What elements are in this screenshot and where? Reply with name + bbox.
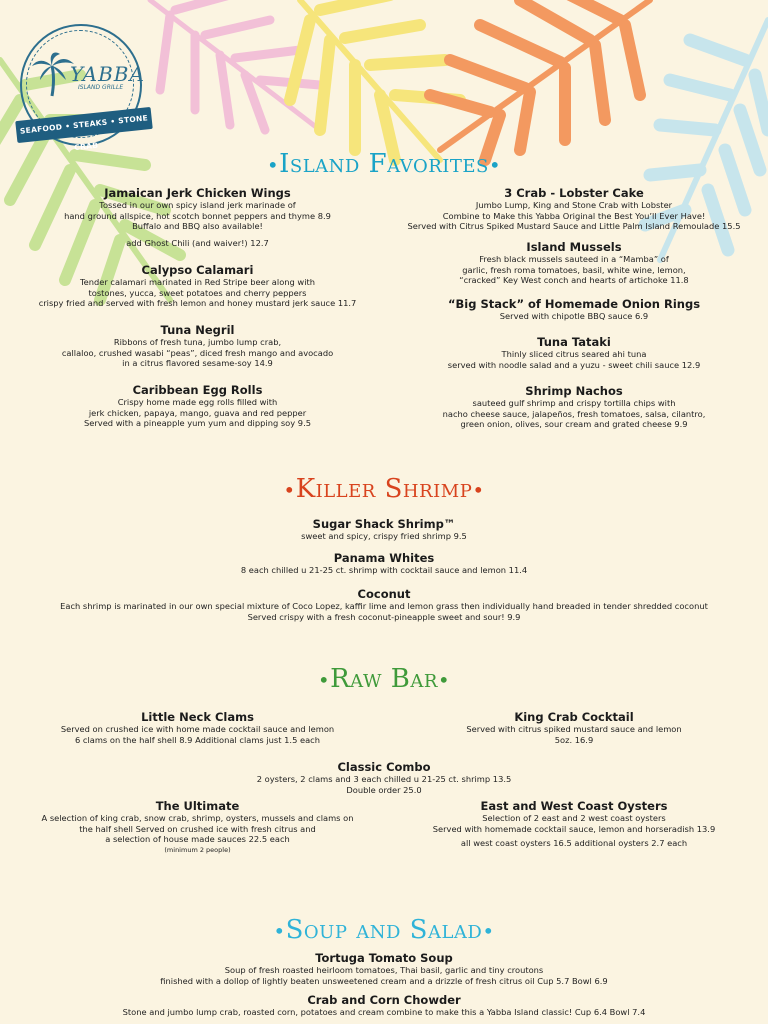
menu-item [0,993,768,1018]
title-dot: • [273,919,286,943]
section-title-raw-bar [0,664,768,694]
menu-item-desc: Buffalo and BBQ also available! [132,221,263,231]
logo-banner: SEAFOOD • STEAKS • STONE CRAB [15,107,153,143]
menu-item [385,297,763,322]
menu-item-desc: Served with Citrus Spiked Mustard Sauce and Little Palm Island Remoulade 15.5 [407,221,741,231]
menu-item-desc: tostones, yucca, sweet potatoes and cherry peppers [88,287,307,298]
menu-item-desc: served with noodle salad and a yuzu - sweet chili sauce 12.9 [447,359,701,370]
menu-item-desc: sauteed gulf shrimp and crispy tortilla chips with [472,398,676,408]
section-title-island-favorites [0,149,768,179]
menu-item [0,951,768,986]
menu-item-desc: A selection of king crab, snow crab, shrimp, oysters, mussels and clams on [41,813,354,823]
menu-item-desc: Fresh black mussels sauteed in a “Mamba” of [479,254,669,264]
menu-item-desc: “cracked” Key West conch and hearts of artichoke 11.8 [459,275,689,285]
menu-item-desc: Combine to Make this Yabba Original the Best You’ll Ever Have! [442,210,706,221]
menu-item [385,384,763,430]
menu-item-name: Tuna Tataki [537,335,611,349]
title-dot: • [283,478,296,502]
menu-item-desc: Soup of fresh roasted heirloom tomatoes, Thai basil, garlic and tiny croutons [224,965,544,975]
menu-item [385,335,763,370]
menu-item-extra: add Ghost Chili (and waiver!) 12.7 [126,237,269,248]
section-title-soup-and-salad [0,915,768,945]
menu-item [0,760,768,795]
logo-brand-name: YABBA [70,62,145,86]
section-title-text: Soup and Salad [285,915,483,945]
menu-item-desc: Selection of 2 east and 2 west coast oysters [482,813,666,823]
menu-item-name: Jamaican Jerk Chicken Wings [104,186,291,200]
title-dot: • [437,668,451,692]
menu-item-name: Island Mussels [526,240,622,254]
menu-item-desc: Served on crushed ice with home made cocktail sauce and lemon [60,724,335,734]
menu-item [0,551,768,576]
title-dot: • [488,153,502,177]
menu-item [10,710,385,745]
menu-item [10,799,385,855]
menu-item [10,383,385,429]
menu-item-name: The Ultimate [155,799,240,813]
menu-item [385,186,763,232]
menu-item-name: 3 Crab - Lobster Cake [504,186,644,200]
menu-item-desc: 6 clams on the half shell 8.9 Additional clams just 1.5 each [74,734,320,745]
section-title-text: Raw Bar [330,664,438,694]
menu-item-desc: the half shell Served on crushed ice with fresh citrus and [79,823,316,834]
menu-item-name: Little Neck Clams [141,710,254,724]
menu-item-desc: Crispy home made egg rolls filled with [117,397,278,407]
menu-item-desc: crispy fried and served with fresh lemon and honey mustard jerk sauce 11.7 [38,298,357,308]
menu-item-desc: garlic, fresh roma tomatoes, basil, white wine, lemon, [462,264,686,275]
menu-item-desc: sweet and spicy, crispy fried shrimp 9.5 [301,531,467,541]
menu-item-name: Sugar Shack Shrimp™ [312,517,456,531]
menu-item-name: Tortuga Tomato Soup [315,951,453,965]
section-title-killer-shrimp [0,474,768,504]
menu-item-name: Calypso Calamari [141,263,254,277]
menu-item-name: East and West Coast Oysters [480,799,668,813]
menu-item-desc: callaloo, crushed wasabi “peas”, diced fresh mango and avocado [61,347,334,358]
menu-item [10,263,385,309]
menu-item [385,710,763,745]
menu-item-name: Classic Combo [337,760,431,774]
menu-item-name: “Big Stack” of Homemade Onion Rings [447,297,701,311]
menu-item-desc: Double order 25.0 [346,784,422,795]
menu-item-name: Tuna Negril [160,323,235,337]
menu-item-desc: Served crispy with a fresh coconut-pineapple sweet and sour! 9.9 [247,611,521,622]
menu-item-desc: jerk chicken, papaya, mango, guava and red pepper [88,407,307,418]
menu-item-name: Coconut [357,587,411,601]
title-dot: • [266,153,280,177]
menu-item-desc: Served with homemade cocktail sauce, lemon and horseradish 13.9 [432,823,716,834]
menu-item [385,240,763,286]
menu-item-desc: Jumbo Lump, King and Stone Crab with Lobster [475,200,673,210]
menu-item-note: (minimum 2 people) [164,845,231,854]
menu-item-name: King Crab Cocktail [514,710,634,724]
menu-item-name: Caribbean Egg Rolls [132,383,263,397]
menu-item-desc: a selection of house made sauces 22.5 each [105,834,290,844]
menu-item [0,587,768,622]
menu-item-desc: Stone and jumbo lump crab, roasted corn, potatoes and cream combine to make this a Yabba Island classic! Cup 6.4 Bowl 7.4 [122,1007,646,1017]
menu-item [10,323,385,369]
menu-item [10,186,385,248]
menu-item-desc: finished with a dollop of lightly beaten unsweetened cream and a drizzle of fresh citrus oil Cup 5.7 Bowl 6.9 [160,975,608,986]
menu-item-desc: Served with citrus spiked mustard sauce and lemon [466,724,682,734]
title-dot: • [317,668,331,692]
title-dot: • [482,919,495,943]
menu-item-desc: green onion, olives, sour cream and grated cheese 9.9 [460,419,688,429]
menu-item-desc: Ribbons of fresh tuna, jumbo lump crab, [113,337,282,347]
section-title-text: Island Favorites [279,149,489,179]
title-dot: • [472,478,485,502]
palm-tree-icon [32,52,74,98]
menu-item [385,799,763,849]
menu-item-desc: Served with a pineapple yum yum and dipping soy 9.5 [84,418,311,428]
menu-item-desc: nacho cheese sauce, jalapeños, fresh tomatoes, salsa, cilantro, [442,408,706,419]
menu-item-name: Shrimp Nachos [525,384,623,398]
logo-subtitle: ISLAND GRILLE [78,84,124,91]
menu-item [0,517,768,542]
menu-item-name: Crab and Corn Chowder [307,993,461,1007]
menu-item-desc: 8 each chilled u 21-25 ct. shrimp with cocktail sauce and lemon 11.4 [240,565,528,575]
menu-item-desc: Served with chipotle BBQ sauce 6.9 [499,311,649,321]
menu-item-desc: Thinly sliced citrus seared ahi tuna [501,349,647,359]
yabba-logo [14,22,154,152]
menu-item-desc: Each shrimp is marinated in our own special mixture of Coco Lopez, kaffir lime and lemon grass then individually hand breaded in tender shredded coconut [60,601,708,611]
menu-item-desc: all west coast oysters 16.5 additional oysters 2.7 each [460,838,688,848]
menu-item-name: Panama Whites [333,551,435,565]
menu-item-desc: hand ground allspice, hot scotch bonnet peppers and thyme 8.9 [64,210,331,221]
menu-item-desc: Tender calamari marinated in Red Stripe beer along with [79,277,316,287]
section-title-text: Killer Shrimp [295,474,473,504]
menu-item-desc: Tossed in our own spicy island jerk marinade of [99,200,296,210]
menu-item-desc: 5oz. 16.9 [554,734,594,745]
menu-item-desc: in a citrus flavored sesame-soy 14.9 [122,358,273,368]
menu-item-desc: 2 oysters, 2 clams and 3 each chilled u 21-25 ct. shrimp 13.5 [256,774,512,784]
